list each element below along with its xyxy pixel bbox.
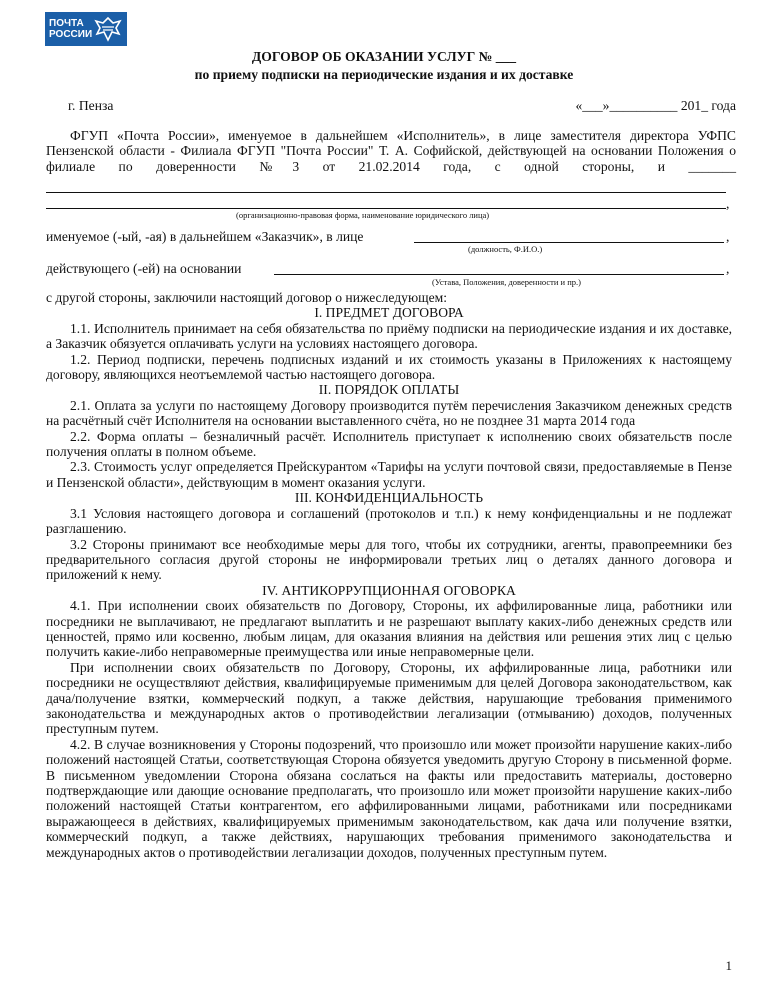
comma: , [726,196,730,211]
clause-3-2: 3.2 Стороны принимают все необходимые меры для того, чтобы их сотрудники, агенты, правопреемники без предварительного согласия другой стороны не информировали третьих лиц о деталях данного договора и приложений к нему. [46,536,732,583]
body-text [46,290,732,860]
logo-text: ПОЧТА РОССИИ [49,18,93,40]
clause-2-1: 2.1. Оплата за услуги по настоящему Договору производится путём перечисления Заказчиком денежных средств на расчётный счёт Исполнителя на основании выставленного счёта, но не позднее 31 марта 2014 года [46,397,732,429]
org-name-line-1 [46,192,726,193]
clause-4-1-continued: При исполнении своих обязательств по Договору, Стороны, их аффилированные лица, работники или посредники не осуществляют действия, квалифицируемые применимым для целей Договора законодательством, как дача/получение взятки, коммерческий подкуп, а также действия, нарушающие требования применимого законодательства и международных актов о противодействии легализации (отмыванию) доходов, полученных преступным путем. [46,659,732,737]
other-side-text: с другой стороны, заключили настоящий договор о нижеследующем: [46,290,447,305]
clause-2-2: 2.2. Форма оплаты – безналичный расчёт. Исполнитель приступает к исполнению своих обязательств после получения оплаты в полном объеме. [46,428,732,460]
org-name-label: (организационно-правовая форма, наименование юридического лица) [236,210,490,220]
clause-4-2: 4.2. В случае возникновения у Стороны подозрений, что произошло или может произойти нарушение каких-либо положений настоящей Статьи, соответствующая Сторона обязуется уведомить другую Сторону в письменной форме. В письменном уведомлении Сторона обязана сослаться на факты или предоставить материалы, достоверно подтверждающие или дающие основание предполагать, что произошло или может произойти нарушение каких-либо положений настоящей Статьи контрагентом, его аффилированными лицами, работниками или посредниками выражающееся в действиях, квалифицируемых применимым законодательством, как дача или получение взятки, коммерческий подкуп, а также действиях, нарушающих требования применимого законодательства и международных актов о противодействии легализации доходов, полученных преступным путем. [46,736,732,860]
city: г. Пенза [68,98,114,113]
comma: , [726,229,730,244]
clause-1-2: 1.2. Период подписки, перечень подписных изданий и их стоимость указаны в Приложениях к настоящему договору, являющихся неотъемлемой частью настоящего договора. [46,351,732,383]
basis-label: (Устава, Положения, доверенности и пр.) [432,277,581,287]
contract-title: ДОГОВОР ОБ ОКАЗАНИИ УСЛУГ № ___ [251,49,517,64]
intro-paragraph: ФГУП «Почта России», именуемое в дальнейшем «Исполнитель», в лице заместителя директора УФПС Пензенской области - Филиала ФГУП "Почта России" Т. А. Софийской, действующей на основании Положения о филиале по доверенности №3 от 21.02.2014 года, с одной стороны, и _______ [46,128,736,174]
page-number: 1 [725,958,732,973]
contract-date: «___»__________ 201_ года [575,98,736,113]
section-3-heading: III. КОНФИДЕНЦИАЛЬНОСТЬ [294,490,484,506]
org-name-line-2 [46,208,726,209]
basis-line [274,274,724,275]
eagle-emblem-icon [91,14,125,44]
clause-2-3: 2.3. Стоимость услуг определяется Прейскурантом «Тарифы на услуги почтовой связи, предоставляемые в Пензе и Пензенской области», действующим в момент оказания услуги. [46,459,732,490]
section-2-heading: II. ПОРЯДОК ОПЛАТЫ [318,382,460,398]
pochta-rossii-logo [45,12,127,46]
section-4-heading: IV. АНТИКОРРУПЦИОННАЯ ОГОВОРКА [262,582,516,598]
clause-1-1: 1.1. Исполнитель принимает на себя обязательства по приёму подписки на периодические издания и их доставке, а Заказчик обязуется оплачивать услуги на условиях настоящего договора. [46,320,732,352]
acting-on-basis: действующего (-ей) на основании [46,261,242,276]
clause-4-1: 4.1. При исполнении своих обязательств по Договору, Стороны, их аффилированные лица, работники или посредники не выплачивают, не предлагают выплатить и не разрешают выплату каких-либо денежных средств или ценностей, прямо или косвенно, любым лицам, для оказания влияния на действия или решения этих лиц с целью получить какие-либо неправомерные преимущества или иные неправомерные цели. [46,598,732,660]
contract-subtitle: по приему подписки на периодические издания и их доставке [194,67,574,82]
comma: , [726,261,730,276]
clause-3-1: 3.1 Условия настоящего договора и соглашений (протоколов и т.п.) к нему конфиденциальны и не подлежат разглашению. [46,505,732,537]
position-fio-label: (должность, Ф.И.О.) [468,244,543,254]
customer-named-as: именуемое (-ый, -ая) в дальнейшем «Заказчик», в лице [46,229,364,244]
section-1-heading: I. ПРЕДМЕТ ДОГОВОРА [314,305,464,321]
position-fio-line [414,242,724,243]
